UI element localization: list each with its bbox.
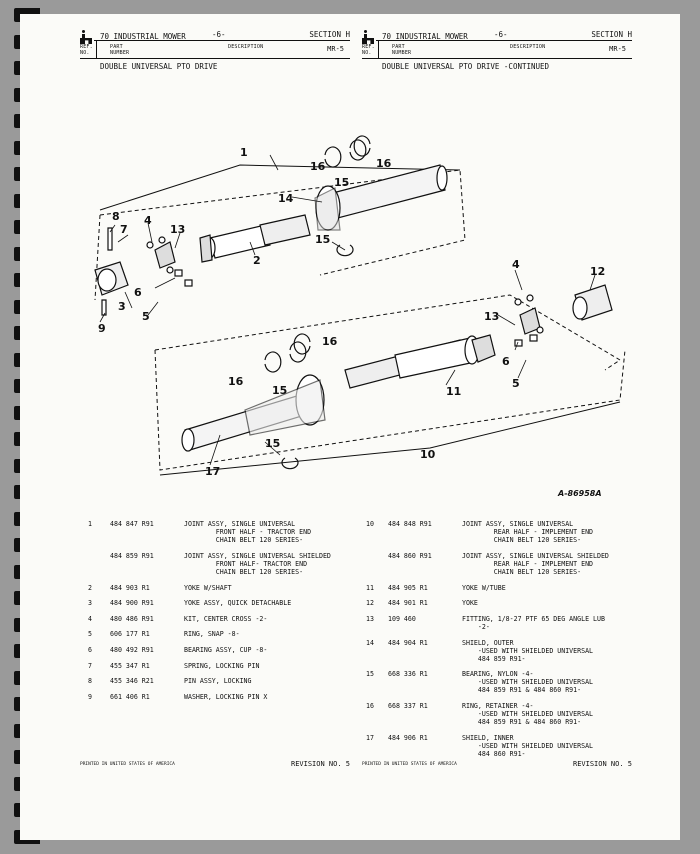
figure-id: A-86958A [558, 489, 602, 498]
revision-label: REVISION NO. 5 [572, 760, 632, 768]
col-ref-header: REF. NO. [80, 44, 93, 56]
callout-6: 6 [134, 286, 142, 299]
page-number: -6- [494, 30, 508, 39]
section-code: MR-5 [609, 45, 626, 53]
ih-logo-icon [362, 30, 374, 44]
part-description: SPRING, LOCKING PIN [184, 661, 260, 670]
part-description: YOKE ASSY, QUICK DETACHABLE [184, 599, 292, 608]
part-ref-number: 13 [366, 614, 374, 623]
part-description: JOINT ASSY, SINGLE UNIVERSAL REAR HALF - IMPLEMENT END CHAIN BELT 120 SERIES- [462, 520, 594, 545]
callout-13: 13 [484, 310, 500, 323]
part-ref-number: 6 [88, 646, 92, 654]
part-description: RING, RETAINER -4- -USED WITH SHIELDED UNIVERSAL 484 859 R91 & 484 860 R91- [462, 702, 594, 727]
part-ref-number: 9 [88, 692, 92, 701]
part-ref-number: 7 [88, 661, 92, 670]
part-number: 480 492 R91 [110, 646, 154, 654]
part-number: 484 860 R91 [388, 551, 432, 560]
section-label: SECTION H [309, 30, 350, 39]
ih-logo-icon [80, 30, 92, 44]
part-ref-number: 4 [88, 614, 92, 623]
callout-17: 17 [205, 465, 221, 478]
printed-note: PRINTED IN UNITED STATES OF AMERICA [80, 762, 175, 767]
part-ref-number: 5 [88, 630, 92, 639]
part-ref-number: 8 [88, 677, 92, 686]
part-ref-number: 17 [366, 733, 374, 742]
part-description: JOINT ASSY, SINGLE UNIVERSAL SHIELDED REAR HALF - IMPLEMENT END CHAIN BELT 120 SERIES- [462, 551, 609, 576]
part-description: JOINT ASSY, SINGLE UNIVERSAL SHIELDED FRONT HALF- TRACTOR END CHAIN BELT 120 SERIES- [184, 551, 331, 576]
part-description: BEARING ASSY, CUP -8- [184, 646, 268, 654]
part-ref-number: 16 [366, 702, 374, 711]
divider [96, 40, 97, 58]
part-ref-number: 2 [88, 583, 92, 592]
part-ref-number: 15 [366, 670, 374, 679]
part-description: JOINT ASSY, SINGLE UNIVERSAL FRONT HALF - TRACTOR END CHAIN BELT 120 SERIES- [184, 520, 312, 545]
part-ref-number: 11 [366, 583, 374, 592]
part-description: KIT, CENTER CROSS -2- [184, 614, 268, 623]
printed-note: PRINTED IN UNITED STATES OF AMERICA [362, 762, 457, 767]
part-description: PIN ASSY, LOCKING [184, 677, 252, 686]
callout-7: 7 [120, 223, 128, 236]
part-description: SHIELD, INNER -USED WITH SHIELDED UNIVERSAL 484 860 R91- [462, 733, 594, 759]
part-number: 606 177 R1 [110, 630, 150, 639]
callout-14: 14 [278, 192, 294, 205]
callout-12: 12 [590, 265, 606, 278]
part-number: 484 859 R91 [110, 551, 154, 560]
page-title: DOUBLE UNIVERSAL PTO DRIVE [100, 62, 218, 71]
part-number: 668 336 R1 [388, 670, 428, 679]
part-description: RING, SNAP -8- [184, 630, 240, 639]
part-number: 480 486 R91 [110, 614, 154, 623]
callout-1: 1 [240, 146, 248, 159]
col-ref-header: REF. NO. [362, 44, 375, 56]
callout-10: 10 [420, 448, 436, 461]
callout-15b: 15 [265, 437, 281, 450]
part-number: 455 347 R1 [110, 661, 150, 670]
part-description: YOKE W/SHAFT [184, 583, 232, 592]
part-number: 484 904 R1 [388, 638, 428, 647]
callout-4: 4 [144, 214, 152, 227]
part-ref-number: 1 [88, 520, 92, 528]
model-name: 70 INDUSTRIAL MOWER [100, 32, 186, 41]
callout-8: 8 [112, 210, 120, 223]
callout-9: 9 [98, 322, 106, 335]
part-number: 484 901 R1 [388, 599, 428, 608]
part-description: WASHER, LOCKING PIN X [184, 692, 268, 701]
part-number: 668 337 R1 [388, 702, 428, 711]
callout-13b: 13 [170, 223, 186, 236]
callout-3: 3 [118, 300, 126, 313]
callout-15: 15 [315, 233, 331, 246]
part-number: 484 848 R91 [388, 520, 432, 528]
callout-5: 5 [142, 310, 150, 323]
part-number: 484 903 R1 [110, 583, 150, 592]
callout-2: 2 [253, 254, 261, 267]
section-label: SECTION H [591, 30, 632, 39]
callout-16b: 16 [228, 375, 244, 388]
callout-16d: 16 [310, 160, 326, 173]
page-number: -6- [212, 30, 226, 39]
part-ref-number: 3 [88, 599, 92, 608]
part-number: 484 847 R91 [110, 520, 154, 528]
callout-5b: 5 [512, 377, 520, 390]
model-name: 70 INDUSTRIAL MOWER [382, 32, 468, 41]
part-number: 455 346 R21 [110, 677, 154, 686]
callout-11: 11 [446, 385, 462, 398]
col-part-header: PART NUMBER [392, 44, 412, 56]
col-desc-header: DESCRIPTION [510, 44, 546, 50]
part-description: YOKE [462, 599, 478, 608]
callout-15c: 15 [272, 384, 288, 397]
divider [378, 40, 379, 58]
part-number: 484 906 R1 [388, 733, 428, 742]
revision-label: REVISION NO. 5 [290, 760, 350, 768]
page-title: DOUBLE UNIVERSAL PTO DRIVE -CONTINUED [382, 62, 550, 71]
part-description: YOKE W/TUBE [462, 583, 506, 592]
divider [362, 58, 632, 59]
part-description: BEARING, NYLON -4- -USED WITH SHIELDED UNIVERSAL 484 859 R91 & 484 860 R91- [462, 670, 594, 695]
callout-4b: 4 [512, 258, 520, 271]
callout-15d: 15 [334, 176, 350, 189]
callout-6b: 6 [502, 355, 510, 368]
part-description: SHIELD, OUTER -USED WITH SHIELDED UNIVERSAL 484 859 R91- [462, 638, 594, 663]
divider [80, 58, 350, 59]
col-part-header: PART NUMBER [110, 44, 130, 56]
exploded-parts-diagram [60, 130, 650, 505]
divider [94, 40, 350, 41]
divider [376, 40, 632, 41]
part-number: 484 905 R1 [388, 583, 428, 592]
part-description: FITTING, 1/8-27 PTF 65 DEG ANGLE LUB -2- [462, 614, 605, 631]
part-ref-number: 14 [366, 638, 374, 647]
part-number: 484 900 R91 [110, 599, 154, 608]
section-code: MR-5 [327, 45, 344, 53]
part-ref-number: 10 [366, 520, 374, 528]
col-desc-header: DESCRIPTION [228, 44, 264, 50]
part-number: 661 406 R1 [110, 692, 150, 701]
part-number: 109 460 [388, 614, 416, 623]
callout-16: 16 [376, 157, 392, 170]
callout-16c: 16 [322, 335, 338, 348]
part-ref-number: 12 [366, 599, 374, 608]
